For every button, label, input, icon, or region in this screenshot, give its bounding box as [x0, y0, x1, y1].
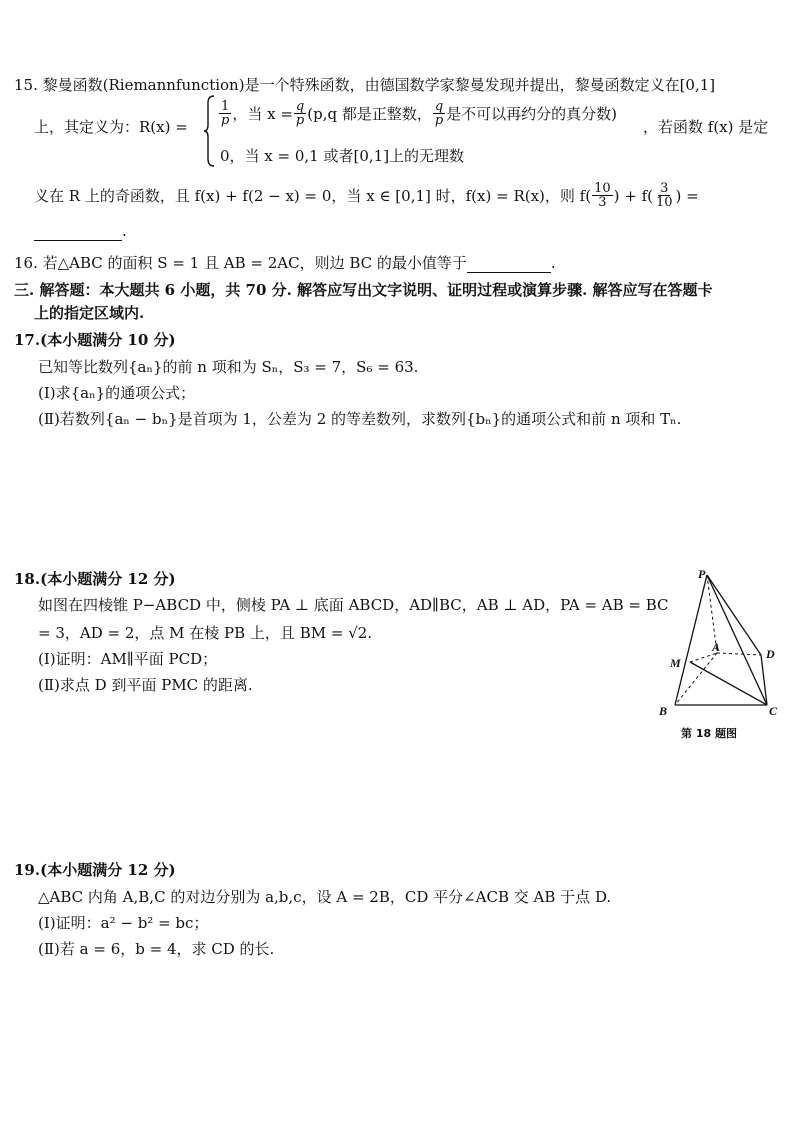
segment-MC — [690, 662, 767, 705]
q15-case1 — [218, 100, 617, 127]
q15-line3-b: ) + f( — [613, 186, 653, 205]
fraction: $\frac{q}{p}$ — [434, 99, 444, 128]
q18-part2: (Ⅱ)求点 D 到平面 PMC 的距离. — [38, 676, 253, 694]
q18-stem1: 如图在四棱锥 P−ABCD 中，侧棱 PA ⊥ 底面 ABCD，AD∥BC，AB ⊥ AD，PA = AB = BC — [38, 596, 669, 614]
q15-line3-c: ) = — [675, 186, 699, 205]
q18-stem2: = 3，AD = 2，点 M 在棱 PB 上，且 BM = √2. — [38, 624, 373, 642]
q15-line3-a: 义在 R 上的奇函数，且 f(x) + f(2 − x) = 0，当 x ∈ [0,1] 时，f(x) = R(x)，则 f( — [34, 186, 592, 205]
q15-line2-suffix: ，若函数 f(x) 是定 — [643, 118, 769, 136]
q19-part2: (Ⅱ)若 a = 6，b = 4，求 CD 的长. — [38, 940, 275, 958]
q19-stem: △ABC 内角 A,B,C 的对边分别为 a,b,c，设 A = 2B，CD 平分∠ACB 交 AB 于点 D. — [38, 888, 612, 906]
figure-caption: 第 18 题图 — [681, 727, 737, 740]
pyramid-figure — [655, 565, 794, 755]
q16-line — [14, 254, 556, 273]
q15-line2-prefix: 上，其定义为：R(x) = — [34, 118, 188, 136]
q17-part2: (Ⅱ)若数列{aₙ − bₙ}是首项为 1，公差为 2 的等差数列，求数列{bₙ}的通项公式和前 n 项和 Tₙ. — [38, 410, 682, 428]
label-D: D — [766, 647, 775, 661]
q15-line4: . — [122, 222, 127, 240]
fraction: $\frac{q}{p}$ — [295, 99, 305, 128]
fraction: $\frac{3}{10}$ — [656, 181, 673, 210]
q15-case2: 0，当 x = 0,1 或者[0,1]上的无理数 — [220, 147, 465, 165]
q15-line1: 15. 黎曼函数(Riemannfunction)是一个特殊函数，由德国数学家黎曼发现并提出，黎曼函数定义在[0,1] — [14, 76, 716, 94]
section3-heading-line1: 三. 解答题：本大题共 6 小题，共 70 分. 解答应写出文字说明、证明过程或演算步骤. 解答应写在答题卡 — [14, 281, 713, 299]
label-B: B — [659, 704, 668, 718]
label-M: M — [670, 656, 681, 670]
answer-blank — [467, 254, 551, 273]
edge-PB — [675, 575, 707, 705]
edge-AD-hidden — [717, 653, 761, 655]
q16-tail: . — [550, 254, 556, 272]
q15-case1-text-c: 是不可以再约分的真分数) — [446, 104, 618, 123]
q18-title: 18.(本小题满分 12 分) — [14, 570, 176, 588]
q15-case1-text-b: (p,q 都是正整数， — [307, 104, 432, 123]
q15-answer-line — [34, 222, 127, 241]
q16-text: 16. 若△ABC 的面积 S = 1 且 AB = 2AC，则边 BC 的最小值等于 — [14, 254, 467, 272]
left-brace-icon — [203, 95, 215, 167]
answer-blank — [34, 222, 122, 241]
label-P: P — [698, 567, 706, 581]
q19-part1: (Ⅰ)证明：a² − b² = bc； — [38, 914, 209, 932]
label-A: A — [712, 640, 721, 654]
q15-line3 — [34, 182, 699, 209]
q17-part1: (Ⅰ)求{aₙ}的通项公式； — [38, 384, 196, 402]
fraction: $\frac{1}{p}$ — [221, 99, 230, 128]
q18-part1: (Ⅰ)证明：AM∥平面 PCD； — [38, 650, 218, 668]
q17-stem: 已知等比数列{aₙ}的前 n 项和为 Sₙ，S₃ = 7，S₆ = 63. — [38, 358, 419, 376]
q19-title: 19.(本小题满分 12 分) — [14, 861, 176, 879]
q15-case1-text-a: ，当 x = — [232, 104, 293, 123]
q17-title: 17.(本小题满分 10 分) — [14, 331, 176, 349]
fraction: $\frac{10}{3}$ — [594, 181, 611, 210]
section3-heading-line2: 上的指定区域内. — [34, 304, 145, 322]
label-C: C — [769, 704, 778, 718]
